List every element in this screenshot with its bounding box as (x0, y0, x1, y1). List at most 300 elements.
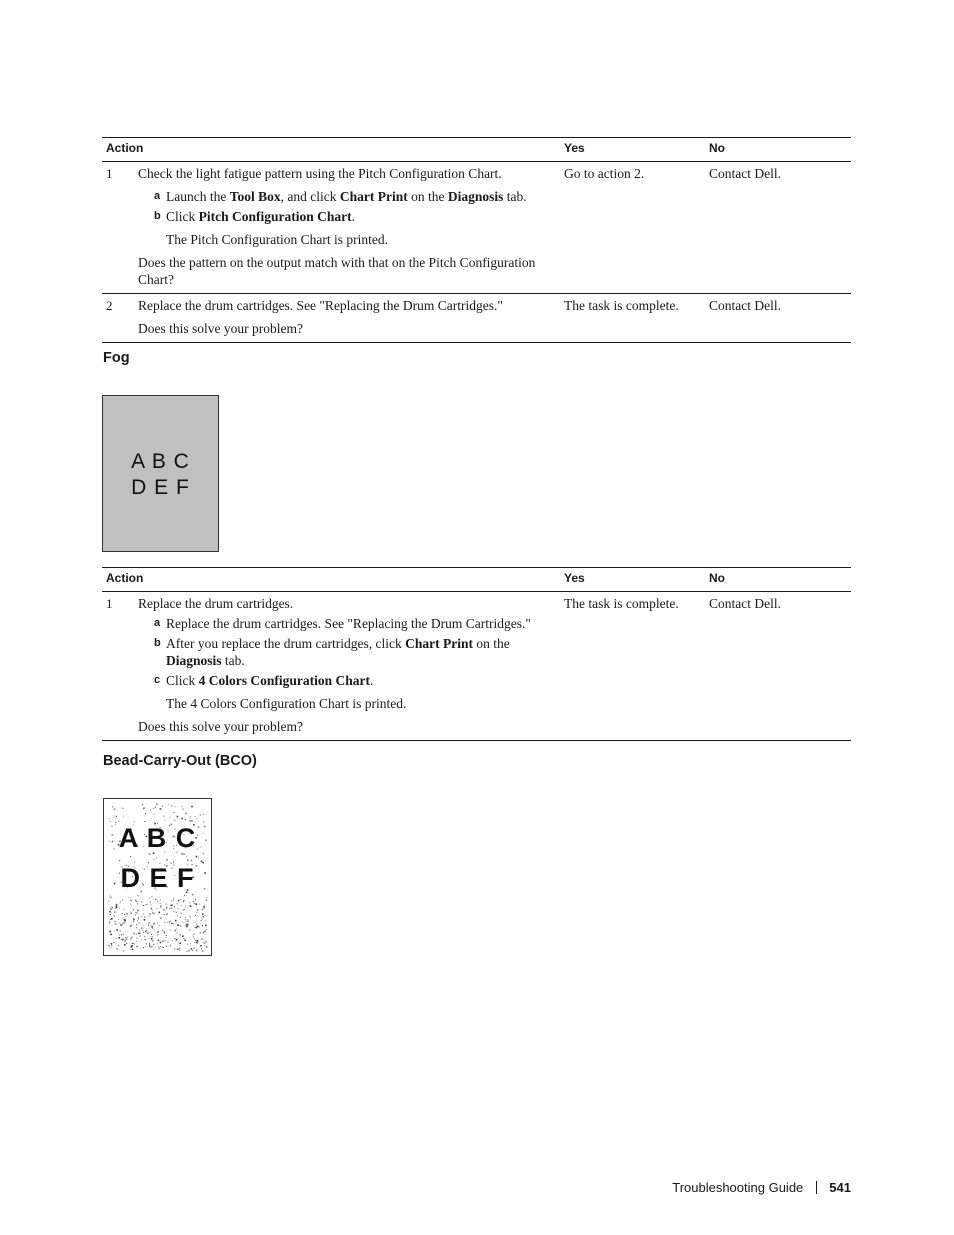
speckle-dot (200, 933, 201, 934)
speckle-dot (120, 901, 121, 902)
step-text: Click (166, 673, 199, 688)
speckle-dot (149, 938, 150, 939)
action-cell (134, 162, 560, 294)
speckle-dot (151, 938, 153, 940)
speckle-dot (147, 904, 148, 905)
speckle-dot (138, 919, 139, 920)
speckle-dot (115, 921, 116, 922)
speckle-dot (137, 913, 138, 914)
speckle-dot (146, 930, 148, 932)
speckle-dot (109, 896, 110, 897)
speckle-dot (181, 818, 183, 820)
speckle-dot (113, 942, 114, 943)
step-text: , and click (280, 189, 340, 204)
speckle-dot (181, 913, 182, 914)
step-text: on the (407, 189, 448, 204)
speckle-dot (191, 948, 193, 950)
speckle-dot (124, 914, 125, 915)
speckle-dot (168, 804, 169, 805)
speckle-dot (204, 908, 205, 909)
speckle-dot (174, 911, 175, 912)
speckle-dot (114, 808, 116, 810)
sample-text-line1: A B C (118, 823, 197, 853)
speckle-dot (125, 916, 126, 917)
speckle-dot (144, 821, 145, 822)
step-letter: b (154, 210, 161, 222)
section-heading-fog: Fog (103, 350, 130, 366)
speckle-dot (157, 935, 158, 936)
speckle-dot (115, 923, 117, 925)
step-text: Click (166, 209, 199, 224)
speckle-dot (200, 932, 201, 933)
speckle-dot (202, 909, 204, 911)
speckle-dot (171, 923, 172, 924)
speckle-dot (111, 897, 112, 898)
speckle-dot (145, 939, 146, 940)
step-result: The Pitch Configuration Chart is printed. (166, 232, 388, 247)
action-question: Does this solve your problem? (138, 719, 303, 734)
speckle-dot (143, 808, 144, 809)
speckle-dot (169, 817, 170, 818)
speckle-dot (196, 950, 197, 951)
action-intro: Replace the drum cartridges. See "Replacing the Drum Cartridges." (138, 298, 503, 313)
speckle-dot (195, 816, 196, 817)
speckle-dot (111, 947, 112, 948)
action-intro: Check the light fatigue pattern using the Pitch Configuration Chart. (138, 166, 502, 181)
speckle-dot (145, 946, 146, 947)
speckle-dot (197, 949, 198, 950)
speckle-dot (188, 920, 189, 921)
speckle-dot (144, 936, 145, 937)
speckle-dot (120, 902, 121, 903)
speckle-dot (171, 805, 172, 806)
speckle-dot (179, 948, 180, 949)
header-yes: Yes (560, 138, 705, 162)
speckle-dot (156, 858, 157, 859)
speckle-dot (201, 948, 202, 949)
speckle-dot (109, 921, 110, 922)
speckle-dot (147, 932, 149, 934)
speckle-dot (196, 924, 197, 925)
speckle-dot (126, 943, 127, 944)
speckle-dot (170, 921, 171, 922)
speckle-dot (206, 929, 207, 930)
speckle-dot (152, 928, 153, 929)
speckle-dot (197, 940, 199, 942)
speckle-dot (128, 897, 129, 898)
table-row (102, 162, 851, 294)
speckle-dot (133, 933, 135, 935)
speckle-dot (182, 935, 184, 937)
speckle-dot (115, 816, 116, 817)
step-text: tab. (503, 189, 527, 204)
no-cell: Contact Dell. (705, 162, 851, 294)
speckle-dot (115, 908, 116, 909)
speckle-dot (179, 950, 180, 951)
speckle-dot (110, 919, 111, 920)
step-result: The 4 Colors Configuration Chart is printed. (166, 696, 407, 711)
speckle-dot (133, 910, 134, 911)
speckle-dot (137, 920, 138, 921)
speckle-dot (154, 813, 155, 814)
speckle-dot (167, 942, 168, 943)
speckle-dot (131, 901, 132, 902)
speckle-dot (187, 944, 188, 945)
speckle-dot (178, 942, 179, 943)
speckle-dot (114, 916, 115, 917)
speckle-dot (172, 940, 173, 941)
speckle-dot (201, 861, 203, 863)
speckle-dot (160, 808, 162, 810)
speckle-dot (143, 925, 144, 926)
header-no: No (705, 138, 851, 162)
speckle-dot (196, 903, 198, 905)
speckle-dot (194, 903, 195, 904)
speckle-dot (203, 932, 205, 934)
speckle-dot (177, 908, 178, 909)
speckle-dot (170, 905, 172, 907)
ui-term-pitch-configuration-chart: Pitch Configuration Chart (198, 209, 352, 224)
speckle-dot (197, 818, 198, 819)
speckle-dot (187, 921, 188, 922)
speckle-dot (122, 939, 124, 941)
speckle-dot (170, 945, 171, 946)
speckle-dot (184, 909, 185, 910)
speckle-dot (126, 913, 128, 915)
speckle-dot (142, 930, 143, 931)
speckle-dot (153, 949, 154, 950)
speckle-dot (136, 924, 137, 925)
speckle-dot (116, 816, 117, 817)
speckle-dot (151, 926, 153, 928)
speckle-dot (160, 903, 161, 904)
sample-text-line1: A B C (131, 450, 190, 473)
section-heading-bco: Bead-Carry-Out (BCO) (103, 753, 257, 769)
speckle-dot (185, 905, 186, 906)
speckle-dot (146, 904, 147, 905)
speckle-dot (175, 920, 177, 922)
speckle-dot (178, 900, 180, 902)
speckle-dot (158, 940, 160, 942)
speckle-dot (131, 905, 132, 906)
speckle-dot (202, 925, 203, 926)
speckle-dot (141, 901, 142, 902)
speckle-dot (185, 917, 186, 918)
speckle-dot (184, 940, 186, 942)
speckle-dot (166, 908, 167, 909)
speckle-dot (119, 923, 120, 924)
speckle-dot (151, 904, 152, 905)
speckle-dot (163, 909, 165, 911)
ui-term-chart-print: Chart Print (405, 636, 474, 651)
speckle-dot (132, 937, 133, 938)
speckle-dot (198, 857, 199, 858)
speckle-dot (116, 929, 118, 931)
speckle-dot (136, 947, 137, 948)
speckle-dot (206, 897, 207, 898)
speckle-dot (203, 906, 205, 908)
speckle-dot (111, 943, 113, 945)
speckle-dot (158, 912, 160, 914)
speckle-dot (123, 934, 124, 935)
speckle-dot (130, 900, 131, 901)
footer-divider (816, 1181, 817, 1194)
speckle-dot (185, 919, 186, 920)
speckle-dot (158, 934, 159, 935)
speckle-dot (121, 934, 122, 935)
speckle-dot (202, 913, 204, 915)
speckle-dot (152, 910, 153, 911)
speckle-dot (149, 916, 150, 917)
speckle-dot (207, 915, 208, 916)
speckle-dot (197, 909, 199, 911)
speckle-dot (133, 919, 135, 921)
sample-text-line2: D E F (120, 863, 195, 893)
speckle-dot (121, 939, 122, 940)
speckle-dot (203, 942, 204, 943)
speckle-dot (176, 939, 178, 941)
speckle-dot (182, 806, 183, 807)
header-action: Action (102, 138, 560, 162)
speckle-dot (132, 943, 133, 944)
table-row (102, 294, 851, 343)
speckle-dot (160, 905, 162, 907)
speckle-dot (190, 943, 191, 944)
speckle-dot (162, 930, 163, 931)
speckle-dot (195, 940, 197, 942)
speckle-dot (202, 950, 204, 952)
speckle-dot (154, 930, 155, 931)
speckle-dot (125, 937, 126, 938)
page-footer (672, 1180, 851, 1195)
speckle-dot (199, 904, 200, 905)
speckle-dot (202, 919, 203, 920)
step-a (138, 188, 556, 205)
action-cell (134, 294, 560, 343)
speckle-dot (191, 806, 193, 808)
speckle-dot (173, 898, 174, 899)
yes-cell: The task is complete. (560, 294, 705, 343)
speckle-dot (151, 925, 152, 926)
speckle-dot (160, 946, 161, 947)
speckle-dot (135, 912, 136, 913)
speckle-dot (197, 912, 198, 913)
speckle-dot (137, 946, 138, 947)
speckle-dot (148, 922, 150, 924)
speckle-dot (193, 937, 194, 938)
speckle-dot (152, 912, 153, 913)
speckle-dot (177, 932, 178, 933)
speckle-dot (155, 899, 157, 901)
speckle-dot (194, 942, 195, 943)
speckle-dot (200, 945, 202, 947)
speckle-dot (135, 915, 136, 916)
ui-term-diagnosis: Diagnosis (447, 189, 504, 204)
speckle-dot (173, 899, 174, 900)
speckle-dot (137, 895, 138, 896)
speckle-dot (174, 938, 175, 939)
speckle-dot (195, 922, 196, 923)
speckle-dot (153, 924, 154, 925)
speckle-dot (119, 860, 120, 861)
speckle-dot (119, 935, 120, 936)
speckle-dot (203, 814, 204, 815)
speckle-dot (133, 921, 134, 922)
speckle-dot (118, 821, 119, 822)
speckle-dot (120, 930, 121, 931)
speckle-dot (206, 899, 208, 901)
step-letter: a (154, 617, 161, 629)
speckle-dot (130, 912, 131, 913)
speckle-dot (185, 819, 186, 820)
speckle-dot (136, 901, 137, 902)
speckle-dot (201, 938, 203, 940)
header-action: Action (102, 568, 560, 592)
speckle-dot (143, 914, 144, 915)
speckle-dot (155, 807, 156, 808)
speckle-dot (186, 856, 187, 857)
speckle-dot (180, 926, 181, 927)
speckle-dot (166, 937, 167, 938)
speckle-dot (184, 900, 185, 901)
speckle-dot (139, 922, 140, 923)
speckle-dot (166, 946, 167, 947)
speckle-dot (131, 913, 132, 914)
speckle-dot (148, 933, 149, 934)
speckle-dot (174, 812, 175, 813)
speckle-dot (144, 917, 145, 918)
ui-term-4-colors-configuration-chart: 4 Colors Configuration Chart (198, 673, 370, 688)
speckle-dot (176, 912, 177, 913)
speckle-dot (187, 951, 188, 952)
speckle-dot (150, 810, 151, 811)
yes-cell: Go to action 2. (560, 162, 705, 294)
speckle-dot (195, 927, 196, 928)
speckle-dot (133, 909, 134, 910)
speckle-dot (177, 949, 178, 950)
speckle-dot (122, 924, 123, 925)
speckle-dot (160, 907, 161, 908)
speckle-dot (127, 937, 128, 938)
speckle-dot (123, 950, 124, 951)
speckle-dot (159, 925, 160, 926)
speckle-dot (141, 940, 142, 941)
step-letter: a (154, 190, 161, 202)
speckle-dot (172, 905, 173, 906)
speckle-dot (171, 900, 172, 901)
footer-section-title: Troubleshooting Guide (672, 1180, 804, 1195)
speckle-dot (186, 924, 188, 926)
speckle-dot (151, 946, 153, 948)
speckle-dot (136, 927, 137, 928)
step-b (138, 208, 556, 225)
speckle-dot (205, 931, 206, 932)
step-letter: c (154, 674, 161, 686)
speckle-dot (159, 948, 160, 949)
speckle-dot (176, 923, 177, 924)
action-number: 2 (102, 294, 134, 343)
action-question: Does the pattern on the output match with that on the Pitch Configuration Chart? (138, 255, 536, 287)
step-text: Launch the (166, 189, 230, 204)
speckle-dot (194, 934, 195, 935)
speckle-dot (155, 947, 156, 948)
speckle-dot (135, 900, 137, 902)
speckle-dot (188, 950, 190, 952)
table-header-row (102, 568, 851, 592)
speckle-dot (110, 934, 112, 936)
speckle-dot (130, 856, 131, 857)
speckle-dot (141, 927, 143, 929)
step-text: . (351, 209, 355, 224)
speckle-dot (204, 945, 205, 946)
speckle-dot (154, 923, 155, 924)
troubleshooting-table-2 (102, 567, 851, 741)
step-text: on the (473, 636, 510, 651)
sample-text-line2: D E F (131, 476, 190, 499)
speckle-dot (126, 938, 128, 940)
page-number: 541 (829, 1180, 851, 1195)
step-letter: b (154, 637, 161, 649)
speckle-dot (175, 806, 176, 807)
speckle-dot (164, 933, 165, 934)
action-cell (134, 592, 560, 741)
speckle-dot (149, 944, 151, 946)
speckle-dot (125, 921, 126, 922)
speckle-dot (111, 945, 112, 946)
speckle-dot (160, 899, 161, 900)
step-c (138, 672, 556, 689)
header-yes: Yes (560, 568, 705, 592)
ui-term-diagnosis: Diagnosis (166, 653, 222, 668)
speckle-dot (123, 808, 124, 809)
speckle-dot (123, 922, 125, 924)
speckle-dot (164, 922, 165, 923)
speckle-dot (109, 898, 110, 899)
speckle-dot (150, 901, 151, 902)
speckle-dot (123, 917, 124, 918)
speckle-dot (192, 894, 194, 896)
speckle-dot (156, 943, 157, 944)
speckle-dot (174, 906, 175, 907)
step-text: tab. (221, 653, 245, 668)
speckle-dot (197, 926, 199, 928)
speckle-dot (163, 816, 164, 817)
speckle-dot (145, 813, 146, 814)
speckle-dot (181, 905, 182, 906)
speckle-dot (174, 820, 175, 821)
speckle-dot (183, 809, 184, 810)
speckle-dot (111, 909, 112, 910)
speckle-dot (151, 936, 152, 937)
speckle-dot (152, 941, 153, 942)
step-text: Replace the drum cartridges. See "Replacing the Drum Cartridges." (166, 616, 531, 631)
speckle-dot (133, 943, 134, 944)
speckle-dot (166, 935, 167, 936)
speckle-dot (176, 929, 177, 930)
speckle-dot (136, 941, 137, 942)
speckle-dot (137, 910, 139, 912)
speckle-dot (183, 901, 184, 902)
action-number: 1 (102, 592, 134, 741)
speckle-dot (195, 915, 196, 916)
speckle-dot (180, 934, 181, 935)
speckle-dot (109, 931, 111, 933)
speckle-dot (183, 938, 184, 939)
table-header-row (102, 138, 851, 162)
ui-term-tool-box: Tool Box (229, 189, 281, 204)
speckle-dot (204, 915, 205, 916)
speckle-dot (160, 942, 162, 944)
